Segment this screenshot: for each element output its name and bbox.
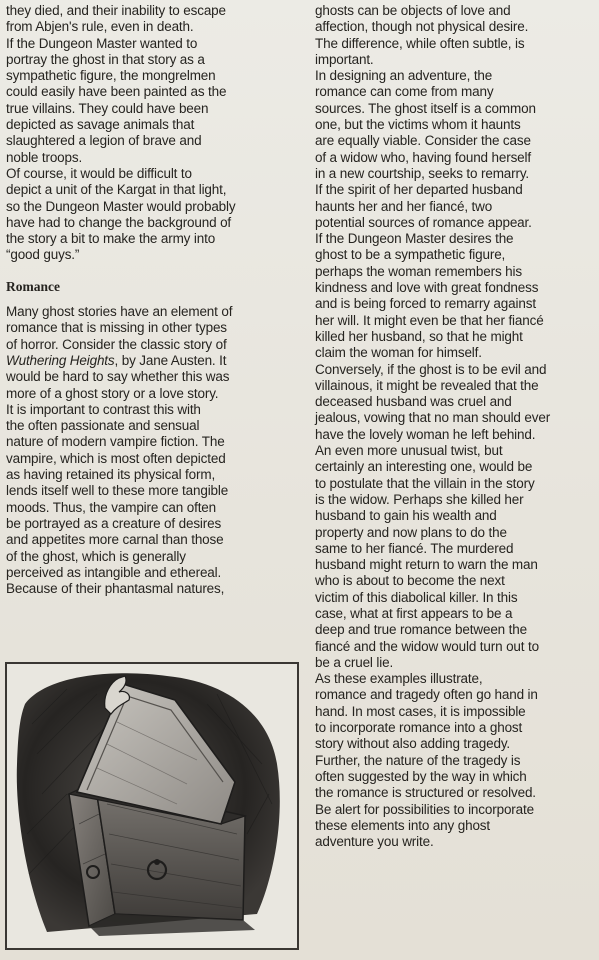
right-paragraph-3: If the Dungeon Master desires the ghost to be a sympathetic figure, perhaps the woman remembers his kindness and love with great fondness and is being forced to remarry against her will. It might even be that her fiancé killed her husband, so that he might claim the woman for himself. Conversely, if the ghost is to be evil and villainous, it might be revealed that the deceased husband was cruel and jealous, vowing that no man should ever have the lovely woman he left behind. bbox=[315, 231, 551, 442]
coffin-drawing bbox=[7, 664, 297, 948]
left-paragraph-4 bbox=[6, 304, 302, 402]
book-title-wuthering-heights: Wuthering Heights bbox=[6, 352, 115, 368]
right-column bbox=[315, 3, 598, 850]
right-paragraph-4: An even more unusual twist, but certainly an interesting one, would be to postulate that the villain in the story is the widow. Perhaps she killed her husband to gain his wealth and property and now plans to do the same to her fiancé. The murdered husband might return to warn the man who is about to become the next victim of this diabolical killer. In this case, what at first appears to be a deep and true romance between the fiancé and the widow would turn out to be a cruel lie. bbox=[315, 443, 539, 670]
left-paragraph-4-start: Many ghost stories have an element of romance that is missing in other types of horror. Consider the classic story of bbox=[6, 304, 233, 352]
left-paragraph-2: If the Dungeon Master wanted to portray the ghost in that story as a sympathetic figure, the mongrelmen could easily have been painted as the true villains. They could have been depicted as savage animals that slaughtered a legion of brave and noble troops. bbox=[6, 35, 227, 165]
section-heading-romance: Romance bbox=[6, 278, 60, 294]
left-column bbox=[6, 3, 302, 597]
right-paragraph-1: ghosts can be objects of love and affection, though not physical desire. The difference, while often subtle, is important. bbox=[315, 3, 529, 67]
left-paragraph-1: they died, and their inability to escape from Abjen's rule, even in death. bbox=[6, 3, 226, 35]
right-paragraph-5: As these examples illustrate, romance and tragedy often go hand in hand. In most cases, it is impossible to incorporate romance into a ghost story without also adding tragedy. Further, the nature of the tragedy is often suggested by the way in which the romance is structured or resolved. Be alert for possibilities to incorporate these elements into any ghost adventure you write. bbox=[315, 671, 538, 850]
coffin-illustration bbox=[5, 662, 299, 950]
left-paragraph-3: Of course, it would be difficult to depict a unit of the Kargat in that light, so the Dungeon Master would probably have had to change the background of the story a bit to make the army into “good guys.” bbox=[6, 165, 236, 263]
right-paragraph-2: In designing an adventure, the romance can come from many sources. The ghost itself is a common one, but the victims whom it haunts are equally viable. Consider the case of a widow who, having found herself in a new courtship, seeks to remarry. If the spirit of her departed husband haunts her and her fiancé, two potential sources of romance appear. bbox=[315, 68, 536, 230]
left-paragraph-4-end: , by Jane Austen. It would be hard to say whether this was more of a ghost story or a love story. bbox=[6, 352, 230, 401]
left-paragraph-5: It is important to contrast this with the often passionate and sensual nature of modern vampire fiction. The vampire, which is most often depicted as having retained its physical form, lends itself well to these more tangible moods. Thus, the vampire can often be portrayed as a creature of desires and appetites more carnal than those of the ghost, which is generally perceived as intangible and ethereal. Because of their phantasmal natures, bbox=[6, 401, 229, 597]
